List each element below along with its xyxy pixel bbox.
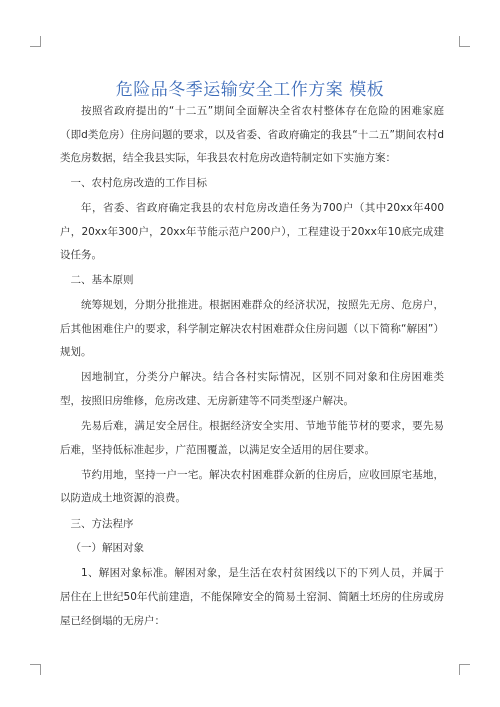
principle-paragraph-local: 因地制宜，分类分户解决。结合各村实际情况，区别不同对象和住房困难类型，按照旧房维修，危房改建、无房新建等不同类型逐户解决。 — [60, 371, 444, 407]
subsection-heading-targets: （一）解困对象 — [70, 542, 144, 555]
principle-paragraph-land: 节约用地，坚持一户一宅。解决农村困难群众新的住房后，应收回原宅基地，以防造成土地资源的浪费。 — [60, 468, 444, 505]
document-body — [60, 100, 444, 635]
principle-paragraph-planning: 统筹规划，分期分批推进。根据困难群众的经济状况，按照先无房、危房户，后其他困难住户的要求，科学制定解决农村困难群众住房问题（以下简称“解困”）规划。 — [60, 298, 444, 359]
crop-mark-bottom-right — [459, 664, 470, 675]
section-heading-goals: 一、农村危房改造的工作目标 — [70, 177, 207, 190]
principle-paragraph-easy-first: 先易后难，满足安全居住。根据经济安全实用、节地节能节材的要求，要先易后难，坚持低标准起步，广范围覆盖，以满足安全适用的居住要求。 — [60, 420, 444, 456]
section-heading-principles: 二、基本原则 — [70, 274, 134, 287]
intro-paragraph: 按照省政府提出的“十二五”期间全面解决全省农村整体存在危险的困难家庭（即d类危房）住房问题的要求，以及省委、省政府确定的我县“十二五”期间农村d类危房数据，结全我县实际，年我县农村危房改造特制定如下实施方案： — [60, 105, 444, 165]
goals-paragraph: 年，省委、省政府确定我县的农村危房改造任务为700户（其中20xx年400户，20xx年300户，20xx年节能示范户200户），工程建设于20xx年10底完成建设任务。 — [60, 201, 444, 262]
crop-mark-bottom-left — [30, 664, 41, 675]
crop-mark-top-left — [30, 36, 41, 47]
crop-mark-top-right — [459, 36, 470, 47]
document-title: 危险品冬季运输安全工作方案 模板 — [115, 80, 385, 101]
section-heading-methods: 三、方法程序 — [70, 517, 134, 530]
targets-paragraph: 1、解困对象标准。解困对象，是生活在农村贫困线以下的下列人员，并属于居住在上世纪50年代前建造，不能保障安全的简易土窑洞、简陋土坯房的住房或房屋已经倒塌的无房户： — [60, 567, 444, 627]
